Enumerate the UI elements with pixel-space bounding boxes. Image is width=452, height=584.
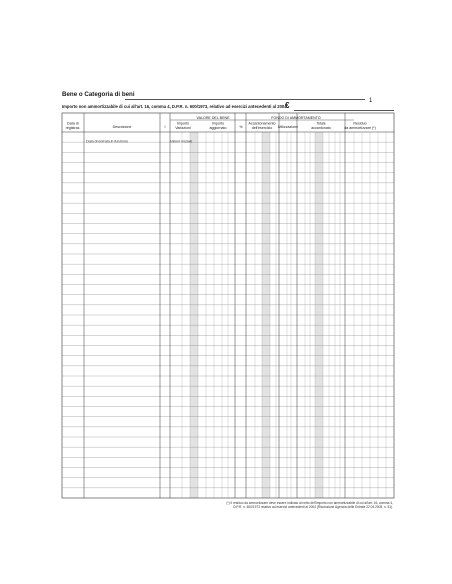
col-header-utilizzazione: Utilizzazione xyxy=(277,125,299,129)
col-header-importo-var-1: Importo xyxy=(176,121,190,126)
group-header-valore: VALORE DEL BENE xyxy=(196,115,230,120)
group-header-fondo: FONDO DI AMMORTAMENTO xyxy=(271,115,321,120)
footnote-line-2: D.P.R. n. 600/1973 relativo ad esercizi antecedenti al 2004 (Risoluzione Agenzia delle Entrate 22.04.2005, n. 51). xyxy=(233,505,393,509)
col-header-percent: % xyxy=(239,125,243,129)
first-row-importo: Valore iniziale xyxy=(170,139,193,144)
col-header-residuo-2: da ammortizzare (*) xyxy=(344,126,376,130)
col-header-data-2: registraz. xyxy=(65,126,81,130)
page-number: 1 xyxy=(369,98,373,104)
col-header-importo-agg-2: aggiornato xyxy=(209,126,227,130)
first-row-descrizione: Data di entrata in funzione xyxy=(86,139,128,144)
table-column-lines xyxy=(84,113,386,498)
col-header-i: I xyxy=(164,125,166,129)
footnote xyxy=(150,501,393,509)
euro-icon: € xyxy=(285,101,290,110)
subtitle: Importo non ammortizzabile di cui all'art. 16, comma 4, D.P.R. n. 600/1973, relativo ad esercizi antecedenti al 2004 xyxy=(62,104,287,109)
col-header-descrizione: Descrizione xyxy=(112,125,132,129)
col-header-residuo-1: Residuo xyxy=(353,121,367,126)
col-header-totale-2: accantonato xyxy=(311,126,331,130)
col-header-accant-2: dell'esercizio xyxy=(251,126,273,130)
col-header-importo-var-2: Variazioni xyxy=(175,126,191,130)
footnote-line-1: (*) Il residuo da ammortizzare deve essere indicato al netto dell'importo non ammortizzabile di cui all'art. 16, comma 4, xyxy=(226,501,393,505)
col-header-totale-1: Totale xyxy=(316,121,326,126)
page-title: Bene o Categoria di beni xyxy=(62,91,135,98)
col-header-importo-agg-1: Importo xyxy=(211,121,225,126)
col-header-data-1: Data di xyxy=(67,121,79,126)
col-header-accant-1: Accantonamento xyxy=(248,121,276,126)
